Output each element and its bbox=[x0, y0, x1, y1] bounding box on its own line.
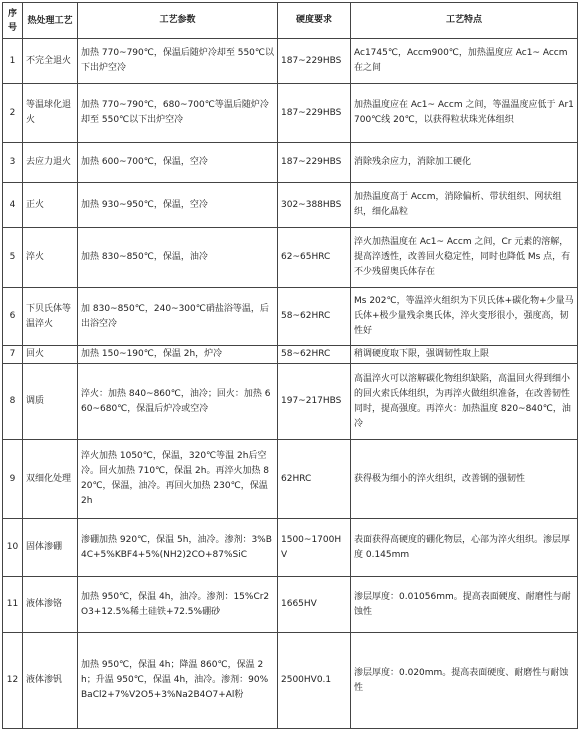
table-row bbox=[3, 346, 578, 364]
row-process: 正火 bbox=[23, 183, 78, 228]
header-params: 工艺参数 bbox=[78, 3, 278, 39]
row-no: 8 bbox=[3, 364, 23, 440]
row-process: 回火 bbox=[23, 346, 78, 364]
row-process: 下贝氏体等温淬火 bbox=[23, 288, 78, 346]
row-process: 调质 bbox=[23, 364, 78, 440]
row-features: Ms 202℃，等温淬火组织为下贝氏体+碳化物+少量马氏体+极少量残余奥氏体，淬火变形很小，强度高，韧性好 bbox=[351, 288, 578, 346]
row-hardness: 1500~1700HV bbox=[278, 519, 351, 577]
row-hardness: 187~229HBS bbox=[278, 39, 351, 84]
header-no: 序号 bbox=[3, 3, 23, 39]
header-process: 热处理工艺 bbox=[23, 3, 78, 39]
row-no: 3 bbox=[3, 143, 23, 183]
row-hardness: 187~229HBS bbox=[278, 84, 351, 143]
row-no: 12 bbox=[3, 633, 23, 729]
table-row bbox=[3, 577, 578, 633]
row-hardness: 2500HV0.1 bbox=[278, 633, 351, 729]
table-row bbox=[3, 633, 578, 729]
row-features: 消除残余应力，消除加工硬化 bbox=[351, 143, 578, 183]
table-row bbox=[3, 84, 578, 143]
row-features: 淬火加热温度在 Ac1~ Accm 之间，Cr 元素的溶解，提高淬透性，改善回火稳定性，同时也降低 Ms 点，有不少残留奥氏体存在 bbox=[351, 228, 578, 288]
row-hardness: 58~62HRC bbox=[278, 346, 351, 364]
row-features: 稍调硬度取下限，强调韧性取上限 bbox=[351, 346, 578, 364]
row-no: 9 bbox=[3, 440, 23, 519]
table-row bbox=[3, 228, 578, 288]
row-hardness: 1665HV bbox=[278, 577, 351, 633]
row-hardness: 62~65HRC bbox=[278, 228, 351, 288]
row-features: 获得极为细小的淬火组织，改善钢的强韧性 bbox=[351, 440, 578, 519]
row-hardness: 187~229HBS bbox=[278, 143, 351, 183]
row-params: 加热 770~790℃，680~700℃等温后随炉冷却至 550℃以下出炉空冷 bbox=[78, 84, 278, 143]
row-params: 淬火：加热 840~860℃，油冷；回火：加热 660~680℃，保温后炉冷或空冷 bbox=[78, 364, 278, 440]
row-hardness: 197~217HBS bbox=[278, 364, 351, 440]
row-process: 去应力退火 bbox=[23, 143, 78, 183]
row-features: 加热温度高于 Accm，消除偏析、带状组织、网状组织，细化晶粒 bbox=[351, 183, 578, 228]
row-no: 1 bbox=[3, 39, 23, 84]
row-hardness: 58~62HRC bbox=[278, 288, 351, 346]
row-process: 液体渗铬 bbox=[23, 577, 78, 633]
row-params: 加热 770~790℃，保温后随炉冷却至 550℃以下出炉空冷 bbox=[78, 39, 278, 84]
table-row bbox=[3, 143, 578, 183]
table-row bbox=[3, 288, 578, 346]
heat-treatment-table bbox=[2, 2, 578, 729]
row-features: 加热温度应在 Ac1~ Accm 之间，等温温度应低于 Ar1700℃线 20℃，以获得粒状珠光体组织 bbox=[351, 84, 578, 143]
row-params: 渗硼加热 920℃，保温 5h，油冷。渗剂：3%B4C+5%KBF4+5%(NH2)2CO+87%SiC bbox=[78, 519, 278, 577]
header-features: 工艺特点 bbox=[351, 3, 578, 39]
row-features: 渗层厚度：0.020mm。提高表面硬度、耐磨性与耐蚀性 bbox=[351, 633, 578, 729]
row-params: 加热 930~950℃，保温，空冷 bbox=[78, 183, 278, 228]
row-hardness: 62HRC bbox=[278, 440, 351, 519]
row-no: 5 bbox=[3, 228, 23, 288]
row-params: 加热 830~850℃，保温，油冷 bbox=[78, 228, 278, 288]
table-row bbox=[3, 440, 578, 519]
header-hardness: 硬度要求 bbox=[278, 3, 351, 39]
row-no: 4 bbox=[3, 183, 23, 228]
row-features: 渗层厚度：0.01056mm。提高表面硬度、耐磨性与耐蚀性 bbox=[351, 577, 578, 633]
table-row bbox=[3, 39, 578, 84]
row-features: 高温淬火可以溶解碳化物组织缺陷，高温回火得到细小的回火索氏体组织，为再淬火做组织准备，在改善韧性同时，提高强度。再淬火：加热温度 820~840℃，油冷 bbox=[351, 364, 578, 440]
row-params: 加热 600~700℃，保温，空冷 bbox=[78, 143, 278, 183]
table-row bbox=[3, 364, 578, 440]
table-row bbox=[3, 519, 578, 577]
row-hardness: 302~388HBS bbox=[278, 183, 351, 228]
row-process: 淬火 bbox=[23, 228, 78, 288]
row-params: 加热 950℃，保温 4h，油冷。渗剂：15%Cr2O3+12.5%稀土硅铁+72.5%硼砂 bbox=[78, 577, 278, 633]
table-row bbox=[3, 183, 578, 228]
row-no: 10 bbox=[3, 519, 23, 577]
row-params: 加热 150~190℃，保温 2h，炉冷 bbox=[78, 346, 278, 364]
row-process: 不完全退火 bbox=[23, 39, 78, 84]
row-no: 6 bbox=[3, 288, 23, 346]
row-process: 固体渗硼 bbox=[23, 519, 78, 577]
row-process: 液体渗钒 bbox=[23, 633, 78, 729]
row-no: 7 bbox=[3, 346, 23, 364]
row-params: 淬火加热 1050℃，保温，320℃等温 2h后空冷。回火加热 710℃，保温 2h。再淬火加热 820℃，保温，油冷。再回火加热 230℃，保温 2h bbox=[78, 440, 278, 519]
row-no: 2 bbox=[3, 84, 23, 143]
row-features: 表面获得高硬度的硼化物层，心部为淬火组织。渗层厚度 0.145mm bbox=[351, 519, 578, 577]
row-params: 加 830~850℃，240~300℃硝盐浴等温，后出浴空冷 bbox=[78, 288, 278, 346]
row-no: 11 bbox=[3, 577, 23, 633]
row-process: 双细化处理 bbox=[23, 440, 78, 519]
row-params: 加热 950℃，保温 4h；降温 860℃，保温 2h；升温 950℃，保温 4h，油冷。渗剂：90%BaCl2+7%V2O5+3%Na2B4O7+Al粉 bbox=[78, 633, 278, 729]
row-process: 等温球化退火 bbox=[23, 84, 78, 143]
row-features: Ac1745℃，Accm900℃，加热温度应 Ac1~ Accm 在之间 bbox=[351, 39, 578, 84]
header-row bbox=[3, 3, 578, 39]
